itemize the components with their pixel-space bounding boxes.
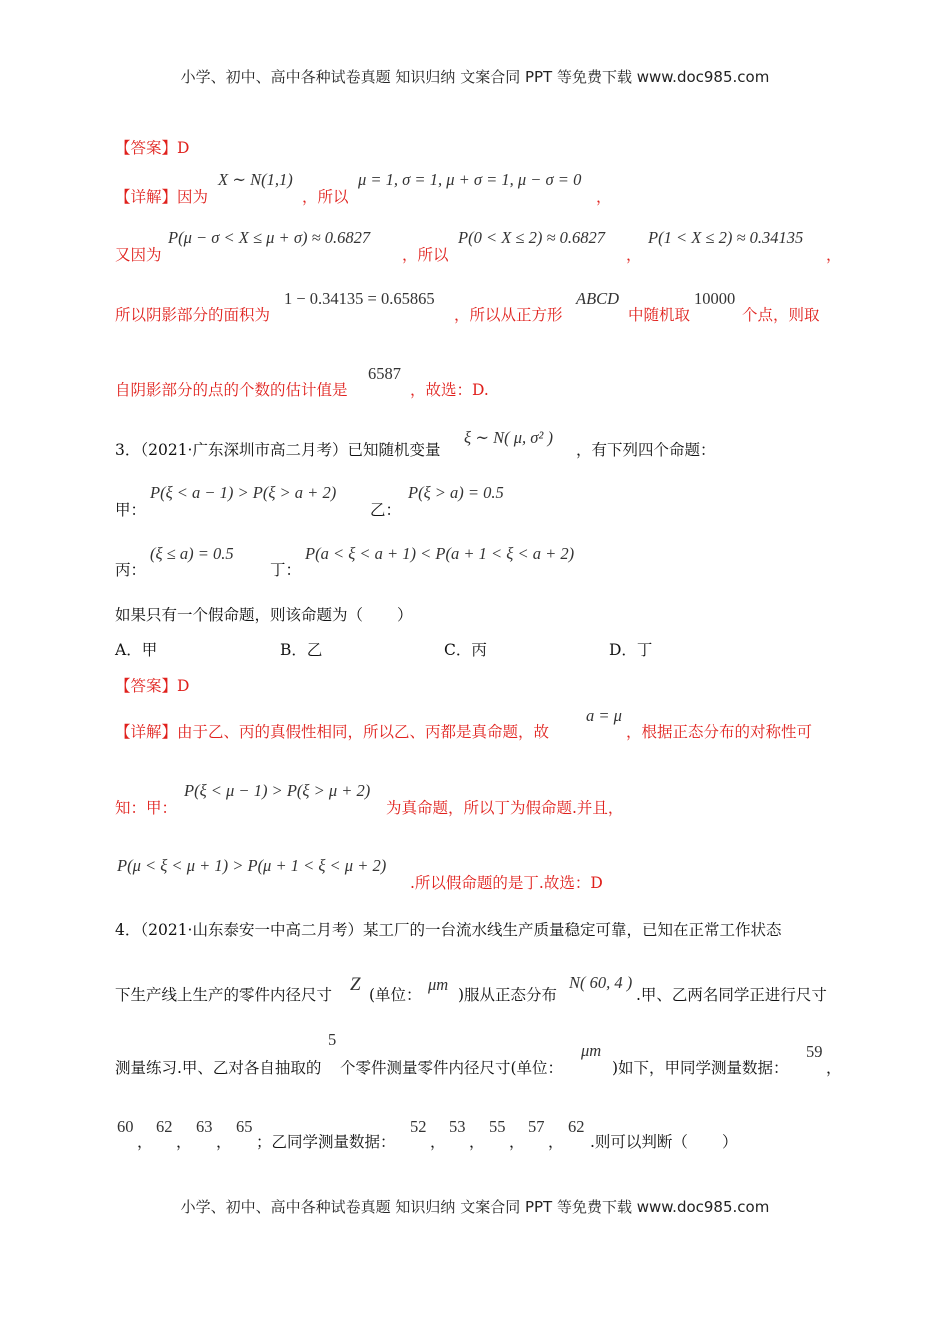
q3-option-b: B．乙 (280, 641, 323, 659)
q3-yi-label: 乙： (370, 501, 402, 519)
q4-yi-data-4: 57 (528, 1117, 545, 1136)
q2-conclusion: ，故选：D. (410, 381, 489, 399)
q2-points-then: 个点，则取 (742, 306, 820, 324)
q2-random-take: 中随机取 (628, 306, 691, 324)
q4-expr-n: N( 60, 4 ) (569, 973, 633, 992)
q4-jia-data-5: 65 (236, 1117, 253, 1136)
q4-jia-data-3: 62 (156, 1117, 173, 1136)
q2-expr-estimate: 6587 (368, 364, 401, 383)
q3-detail-1: 【详解】由于乙、丙的真假性相同，所以乙、丙都是真命题，故 (115, 723, 550, 741)
q4-tail-close: ） (721, 1133, 738, 1151)
q3-expr-bing: (ξ ≤ a) = 0.5 (150, 544, 234, 563)
q2-expr-area: 1 − 0.34135 = 0.65865 (284, 289, 435, 308)
q3-detail-1b: ，根据正态分布的对称性可 (626, 723, 813, 741)
q4-expr-5: 5 (328, 1030, 337, 1049)
q3-expr-dist: ξ ∼ N( μ, σ² ) (464, 428, 554, 447)
q4-comma-a2: ， (176, 1133, 192, 1151)
q3-detail-3: .所以假命题的是丁.故选：D (410, 874, 603, 892)
q2-expr-params: μ = 1, σ = 1, μ + σ = 1, μ − σ = 0 (358, 170, 582, 189)
q2-expr-x-dist: X ∼ N(1,1) (218, 170, 293, 189)
q4-jia-data-2: 60 (117, 1117, 134, 1136)
q4-tail-text: .则可以判断（ (590, 1133, 688, 1151)
q3-ding-label: 丁： (270, 561, 302, 579)
q2-comma-3: ， (826, 246, 842, 264)
q4-expr-um-2: μm (581, 1041, 602, 1060)
q4-comma-a3: ， (216, 1133, 232, 1151)
q3-expr-jia: P(ξ < a − 1) > P(ξ > a + 2) (150, 483, 337, 502)
q2-from-square: ，所以从正方形 (454, 306, 563, 324)
q4-line-3a: 测量练习.甲、乙对各自抽取的 (115, 1059, 322, 1077)
q4-line-2a: 下生产线上生产的零件内径尺寸 (115, 986, 333, 1004)
q3-expr-jia2: P(ξ < μ − 1) > P(ξ > μ + 2) (184, 781, 371, 800)
q4-line-2b: (单位： (369, 986, 422, 1004)
q4-expr-z: Z (350, 974, 361, 995)
q4-jia-data-1: 59 (806, 1042, 823, 1061)
q3-expr-final: P(μ < ξ < μ + 1) > P(μ + 1 < ξ < μ + 2) (117, 856, 387, 875)
q3-question-close: ） (397, 606, 413, 624)
page-footer: 小学、初中、高中各种试卷真题 知识归纳 文案合同 PPT 等免费下载 www.doc985.com (180, 1198, 770, 1216)
q4-yi-data-1: 52 (410, 1117, 427, 1136)
q3-bing-label: 丙： (115, 561, 147, 579)
q4-comma-b1: ， (430, 1133, 446, 1151)
q3-option-a: A．甲 (115, 641, 158, 659)
q3-option-d: D．丁 (609, 641, 653, 659)
q2-area-text: 所以阴影部分的面积为 (115, 306, 271, 324)
q4-line-3b: 个零件测量零件内径尺寸(单位： (340, 1059, 564, 1077)
q2-expr-p1: P(μ − σ < X ≤ μ + σ) ≈ 0.6827 (168, 228, 371, 247)
q3-jia-label: 甲： (115, 501, 147, 519)
q3-expr-ding: P(a < ξ < a + 1) < P(a + 1 < ξ < a + 2) (305, 544, 575, 563)
q3-stem-prefix: 3．（2021·广东深圳市高二月考）已知随机变量 (115, 441, 441, 459)
q4-comma-b2: ， (469, 1133, 485, 1151)
q4-comma-a1: ， (137, 1133, 153, 1151)
q3-expr-a-mu: a = μ (586, 706, 622, 725)
q2-expr-p3: P(1 < X ≤ 2) ≈ 0.34135 (648, 228, 804, 247)
q2-expr-abcd: ABCD (576, 289, 620, 308)
q2-expr-count: 10000 (694, 289, 736, 308)
q4-tail (590, 1132, 737, 1152)
q4-line-1: 4．（2021·山东泰安一中高二月考）某工厂的一台流水线生产质量稳定可靠，已知在正常工作状态 (115, 921, 782, 939)
q2-so-1: ，所以 (302, 188, 349, 206)
q3-expr-yi: P(ξ > a) = 0.5 (408, 483, 504, 502)
q4-yi-data-2: 53 (449, 1117, 466, 1136)
q3-option-c: C．丙 (444, 641, 487, 659)
q2-expr-p2: P(0 < X ≤ 2) ≈ 0.6827 (458, 228, 606, 247)
q3-detail-2b: 为真命题，所以丁为假命题.并且， (386, 799, 624, 817)
q2-answer: 【答案】D (115, 139, 190, 157)
q3-detail-2: 知：甲： (115, 799, 178, 817)
q4-semicolon-text: ；乙同学测量数据： (256, 1133, 396, 1151)
q3-answer: 【答案】D (115, 677, 190, 695)
q4-line-3c: )如下，甲同学测量数据： (612, 1059, 789, 1077)
q4-yi-data-5: 62 (568, 1117, 585, 1136)
q4-line-2d: .甲、乙两名同学正进行尺寸 (636, 986, 827, 1004)
q2-comma-1: ， (596, 188, 612, 206)
q2-detail-label: 【详解】因为 (115, 188, 209, 206)
q3-question-text: 如果只有一个假命题，则该命题为（ (115, 606, 364, 624)
q4-comma-b3: ， (509, 1133, 525, 1151)
q4-line-2c: )服从正态分布 (458, 986, 558, 1004)
q2-estimate-text: 自阴影部分的点的个数的估计值是 (115, 381, 348, 399)
q4-yi-data-3: 55 (489, 1117, 506, 1136)
q3-question (115, 605, 413, 625)
q4-jia-data-4: 63 (196, 1117, 213, 1136)
q2-so-2: ，所以 (402, 246, 449, 264)
q2-comma-2: ， (626, 246, 642, 264)
page-header: 小学、初中、高中各种试卷真题 知识归纳 文案合同 PPT 等免费下载 www.doc985.com (180, 68, 770, 86)
q4-comma-a0: ， (826, 1059, 842, 1077)
q2-also-because: 又因为 (115, 246, 162, 264)
q3-stem-suffix: ，有下列四个命题： (576, 441, 716, 459)
q4-expr-um: μm (428, 975, 449, 994)
q4-comma-b4: ， (548, 1133, 564, 1151)
